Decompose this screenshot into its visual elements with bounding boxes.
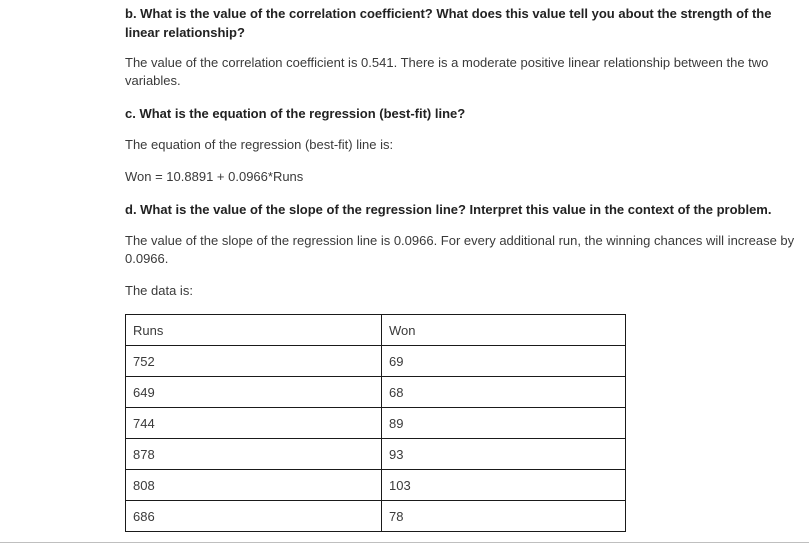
- answer-c-intro: The equation of the regression (best-fit) line is:: [125, 137, 394, 152]
- cell-runs: 744: [126, 408, 382, 439]
- header-won: Won: [382, 315, 626, 346]
- cell-won: 68: [382, 377, 626, 408]
- bottom-divider: [0, 542, 809, 543]
- question-d: d. What is the value of the slope of the regression line? Interpret this value in the context of the problem.: [125, 202, 772, 217]
- table-row: [126, 408, 626, 439]
- answer-b: The value of the correlation coefficient is 0.541. There is a moderate positive linear relationship between the two variables.: [125, 55, 769, 88]
- data-table: [125, 314, 626, 532]
- table-row: [126, 501, 626, 532]
- regression-equation: Won = 10.8891 + 0.0966*Runs: [125, 169, 304, 184]
- table-row: [126, 470, 626, 501]
- table-row: [126, 377, 626, 408]
- cell-runs: 878: [126, 439, 382, 470]
- cell-runs: 686: [126, 501, 382, 532]
- cell-won: 89: [382, 408, 626, 439]
- table-row: [126, 346, 626, 377]
- header-runs: Runs: [126, 315, 382, 346]
- cell-won: 69: [382, 346, 626, 377]
- cell-runs: 752: [126, 346, 382, 377]
- table-row: [126, 439, 626, 470]
- question-c: c. What is the equation of the regression (best-fit) line?: [125, 106, 466, 121]
- cell-runs: 808: [126, 470, 382, 501]
- cell-won: 78: [382, 501, 626, 532]
- question-b: b. What is the value of the correlation coefficient? What does this value tell you about the strength of the linear relationship?: [125, 6, 772, 40]
- data-intro: The data is:: [125, 283, 193, 298]
- table-header-row: [126, 315, 626, 346]
- cell-runs: 649: [126, 377, 382, 408]
- answer-d: The value of the slope of the regression line is 0.0966. For every additional run, the winning chances will increase by 0.0966.: [125, 233, 795, 266]
- cell-won: 93: [382, 439, 626, 470]
- cell-won: 103: [382, 470, 626, 501]
